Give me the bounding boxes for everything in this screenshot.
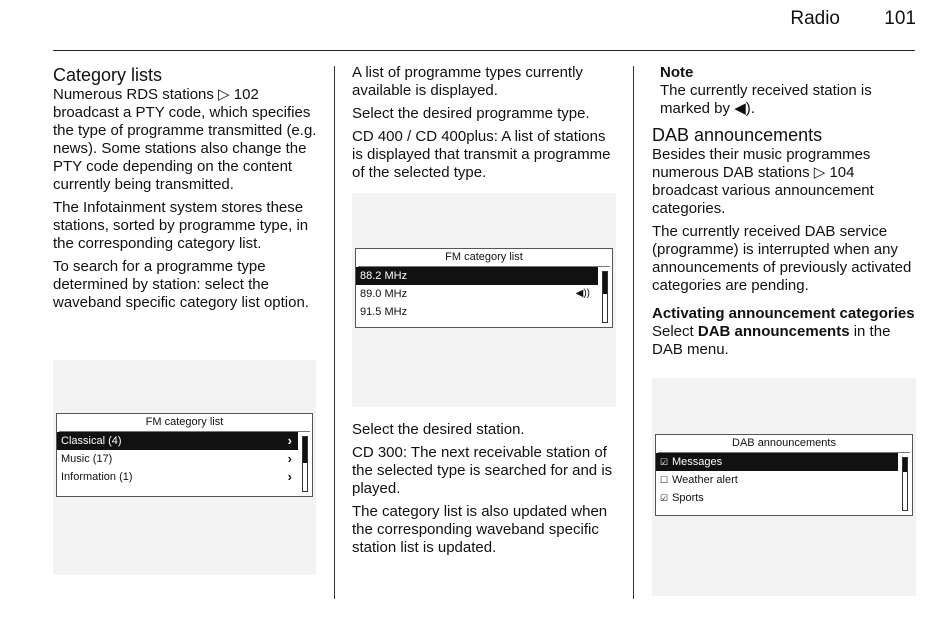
note-text: The currently received station is marked by ◀). bbox=[660, 82, 872, 117]
scrollbar bbox=[302, 436, 308, 492]
paragraph: CD 400 / CD 400plus: A list of stations is displayed that transmit a programme of the selected type. bbox=[352, 128, 611, 181]
paragraph: Select the desired station. bbox=[352, 421, 525, 438]
list-item bbox=[57, 468, 312, 486]
scrollbar bbox=[902, 457, 908, 511]
section-heading: Category lists bbox=[53, 65, 163, 85]
list-item-label: Classical (4) bbox=[61, 435, 122, 447]
display-panel bbox=[655, 434, 913, 516]
list-item bbox=[656, 489, 912, 507]
paragraph: The Infotainment system stores these stations, sorted by programme type, in the corresponding category list. bbox=[53, 199, 309, 252]
paragraph: The category list is also updated when the corresponding waveband specific station list is updated. bbox=[352, 503, 608, 556]
column-divider bbox=[334, 66, 335, 599]
list-item bbox=[356, 267, 598, 285]
display-panel bbox=[355, 248, 613, 328]
list-item-label: Weather alert bbox=[672, 474, 738, 486]
screenshot-fm-station-list bbox=[352, 193, 616, 407]
list-item-label: 91.5 MHz bbox=[360, 306, 408, 318]
paragraph: Numerous RDS stations ▷ 102 broadcast a PTY code, which specifies the type of programme transmitted (e.g. news). Some stations also change the PTY code depending on the content currently being transmitted. bbox=[53, 86, 317, 193]
paragraph: Select DAB announcements in the DAB menu. bbox=[652, 323, 891, 358]
chevron-right-icon: › bbox=[287, 433, 292, 448]
note-title: Note bbox=[660, 64, 694, 81]
list-item-label: Music (17) bbox=[61, 453, 113, 465]
paragraph: To search for a programme type determined by station: select the waveband specific category list option. bbox=[53, 258, 309, 311]
section-title: Radio bbox=[790, 8, 840, 29]
column-divider bbox=[633, 66, 634, 599]
column-1 bbox=[53, 64, 318, 317]
list-item bbox=[356, 285, 612, 303]
list-item bbox=[656, 453, 898, 471]
page-number: 101 bbox=[884, 8, 916, 29]
header-rule bbox=[53, 50, 915, 51]
list-item bbox=[356, 303, 612, 321]
column-3 bbox=[652, 64, 916, 364]
chevron-right-icon: › bbox=[287, 451, 292, 466]
display-panel bbox=[56, 413, 313, 497]
list-item bbox=[656, 471, 912, 489]
speaker-icon: ◀)) bbox=[575, 288, 590, 299]
list-item-label: Information (1) bbox=[61, 471, 133, 483]
list-item-label: Messages bbox=[672, 456, 723, 468]
column-2-lower bbox=[352, 421, 620, 562]
paragraph: Select the desired programme type. bbox=[352, 105, 590, 122]
list-item-label: 89.0 MHz bbox=[360, 288, 408, 300]
paragraph: A list of programme types currently available is displayed. bbox=[352, 64, 583, 99]
display-title: FM category list bbox=[59, 414, 310, 432]
display-title: DAB announcements bbox=[658, 435, 910, 453]
list-item bbox=[57, 450, 312, 468]
subheading: Activating announcement categories bbox=[652, 305, 915, 322]
list-item-label: 88.2 MHz bbox=[360, 270, 408, 282]
screenshot-dab-announcements bbox=[652, 378, 916, 596]
list-item bbox=[57, 432, 298, 450]
section-heading: DAB announcements bbox=[652, 125, 823, 145]
paragraph: Besides their music programmes numerous DAB stations ▷ 104 broadcast various announcement categories. bbox=[652, 146, 874, 217]
paragraph: CD 300: The next receivable station of the selected type is searched for and is played. bbox=[352, 444, 613, 497]
scrollbar bbox=[602, 271, 608, 323]
checkbox-checked-icon: ☑ bbox=[660, 493, 669, 503]
list-item-label: Sports bbox=[672, 492, 704, 504]
checkbox-unchecked-icon: ☐ bbox=[660, 475, 669, 485]
column-2 bbox=[352, 64, 620, 187]
paragraph: The currently received DAB service (programme) is interrupted when any announcements of previously activated categories are pending. bbox=[652, 223, 912, 294]
display-title: FM category list bbox=[358, 249, 610, 267]
checkbox-checked-icon: ☑ bbox=[660, 457, 669, 467]
menu-reference: DAB announcements bbox=[697, 323, 850, 340]
screenshot-fm-category-list bbox=[53, 360, 316, 575]
chevron-right-icon: › bbox=[287, 469, 292, 484]
